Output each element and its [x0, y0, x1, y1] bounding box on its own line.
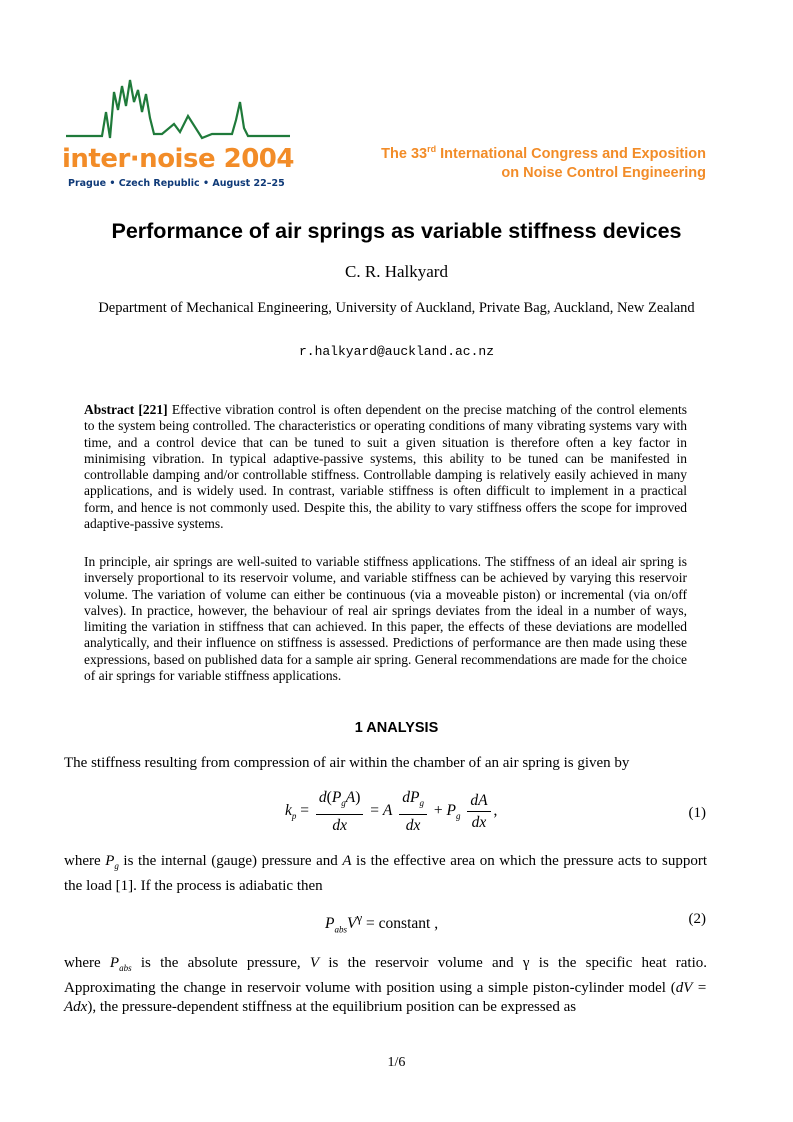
text-run: where — [64, 955, 110, 971]
congress-ordinal: rd — [427, 144, 437, 154]
symbol-dv: dV = Adx — [64, 979, 708, 1015]
congress-line1-rest: International Congress and Exposition — [436, 145, 706, 162]
equation-1-number: (1) — [688, 805, 706, 821]
equation-1: $k_p$ = $\frac{d(P_gA)}{dx}$ = A $\frac{dP_g}{dx}$ + $P_g$ $\frac{dA}{dx}$ , — [285, 789, 498, 835]
body-paragraph-2 — [64, 852, 707, 896]
congress-header — [381, 140, 706, 183]
symbol-g: g — [114, 861, 119, 871]
congress-line-1 — [381, 140, 706, 164]
logo-wordmark: inter·noise 2004 — [62, 144, 294, 174]
body-paragraph-3 — [64, 954, 707, 1018]
section-heading: 1 ANALYSIS — [354, 720, 439, 736]
congress-prefix: The 33 — [381, 145, 428, 162]
conference-logo — [62, 72, 294, 194]
equation-2-constant: = constant , — [366, 915, 439, 933]
text-run: where — [64, 853, 106, 869]
author-email: r.halkyard@auckland.ac.nz — [298, 344, 495, 359]
equation-2-number: (2) — [688, 911, 706, 927]
skyline-icon — [62, 72, 294, 152]
text-run: is the absolute pressure, — [131, 955, 310, 971]
abstract-paragraph-2: In principle, air springs are well-suited to variable stiffness applications. The stiffness of an ideal air spring is inversely proportional to its reservoir volume, and variable stiffness can be achieved by varying this reservoir volume. The variation of volume can either be continuous (via a moveable piston) or incremental (via on/off valves). In practice, however, the behaviour of real air springs deviates from the ideal in a number of ways, limiting the variation in stiffness that can achieved. In this paper, the effects of these deviations are modelled analytically, and their influence on stiffness is assessed. Predictions of performance are then made using these expressions, based on published data for a sample air spring. General recommendations are made for the choice of air springs for variable stiffness applications. — [84, 554, 687, 684]
text-run: is the internal (gauge) pressure and — [118, 853, 343, 869]
abstract-paragraph-1 — [84, 402, 687, 532]
symbol-a: A — [342, 853, 352, 869]
text-run: is the effective area on which the pressure acts to support the load [1]. If the process is adiabatic then — [64, 853, 707, 894]
symbol-abs: abs — [119, 963, 132, 973]
text-run: is the reservoir volume and γ is the specific heat ratio. Approximating the change in reservoir volume with position using a simple piston-cylinder model ( — [64, 955, 707, 996]
text-run: ), the pressure-dependent stiffness at the equilibrium position can be expressed as — [87, 999, 577, 1015]
congress-line-2: on Noise Control Engineering — [501, 164, 706, 181]
abstract-label: Abstract [221] — [84, 402, 168, 417]
author-name: C. R. Halkyard — [345, 262, 448, 281]
equation-2: $P_{abs}V^\gamma$ = constant , — [325, 910, 439, 935]
paper-title: Performance of air springs as variable stiffness devices — [111, 219, 682, 243]
symbol-p: P — [105, 853, 115, 869]
body-paragraph-1: The stiffness resulting from compression of air within the chamber of an air spring is given by — [64, 755, 630, 771]
logo-subtitle: Prague • Czech Republic • August 22–25 — [68, 178, 285, 189]
symbol-p: P — [109, 955, 120, 971]
page-number: 1/6 — [387, 1055, 406, 1070]
author-affiliation: Department of Mechanical Engineering, University of Auckland, Private Bag, Auckland, New Zealand — [98, 300, 695, 316]
abstract-text-1: Effective vibration control is often dependent on the precise matching of the control elements to the system being controlled. The characteristics or operating conditions of many vibrating systems vary with time, and a control device that can be tuned to suit a given situation is therefore often a key factor in minimising vibration. In typical adaptive-passive systems, this ability to be tuned can be manifested in controllable damping and/or controllable stiffness. Controllable damping is relatively easily achieved in many applications, and is widely used. In contrast, variable stiffness is often difficult to implement in a practical form, and hence is not commonly used. Despite this, the ability to vary stiffness offers the scope for improved adaptive-passive systems. — [84, 402, 687, 532]
symbol-v: V — [309, 955, 320, 971]
